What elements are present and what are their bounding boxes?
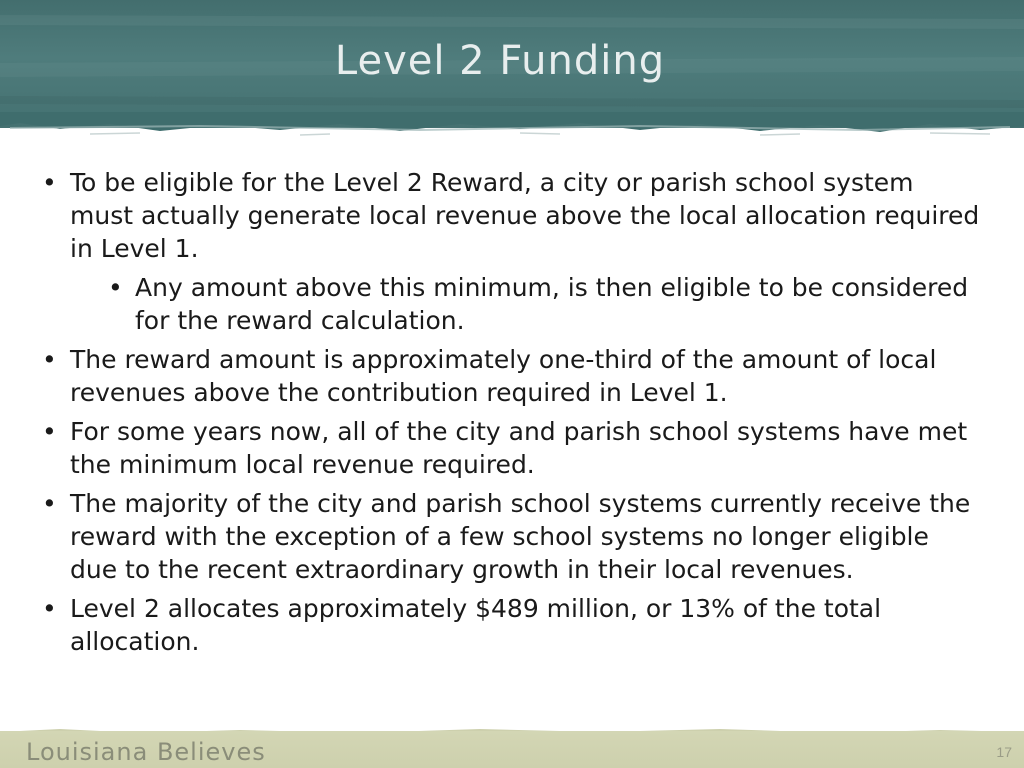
bullet-dot: • bbox=[42, 345, 57, 374]
bullet-dot: • bbox=[42, 168, 57, 197]
bullet-item bbox=[40, 487, 980, 586]
page-number: 17 bbox=[996, 744, 1012, 760]
bullet-item bbox=[40, 166, 980, 265]
brand-logo-text: Louisiana Believes bbox=[26, 738, 266, 766]
bullet-dot: • bbox=[42, 489, 57, 518]
bullet-item bbox=[40, 415, 980, 481]
bullet-dot: • bbox=[42, 417, 57, 446]
sub-bullet-item bbox=[40, 271, 980, 337]
bullet-item bbox=[40, 592, 980, 658]
bullet-text: For some years now, all of the city and parish school systems have met the minimum local revenue required. bbox=[70, 417, 968, 479]
bullet-text: Level 2 allocates approximately $489 million, or 13% of the total allocation. bbox=[70, 594, 882, 656]
sub-bullet-text: Any amount above this minimum, is then eligible to be considered for the reward calculation. bbox=[135, 273, 969, 335]
slide-body bbox=[40, 166, 980, 664]
header-banner bbox=[0, 0, 1024, 128]
bullet-text: The reward amount is approximately one-third of the amount of local revenues above the contribution required in Level 1. bbox=[70, 345, 937, 407]
chalk-edge-divider bbox=[0, 112, 1024, 142]
bullet-dot: • bbox=[108, 273, 123, 302]
bullet-text: The majority of the city and parish school systems currently receive the reward with the exception of a few school systems no longer eligible due to the recent extraordinary growth in their local revenues. bbox=[70, 489, 971, 584]
slide-title: Level 2 Funding bbox=[334, 38, 666, 84]
bullet-text: To be eligible for the Level 2 Reward, a city or parish school system must actually generate local revenue above the local allocation required in Level 1. bbox=[70, 168, 980, 263]
bullet-item bbox=[40, 343, 980, 409]
bullet-dot: • bbox=[42, 594, 57, 623]
